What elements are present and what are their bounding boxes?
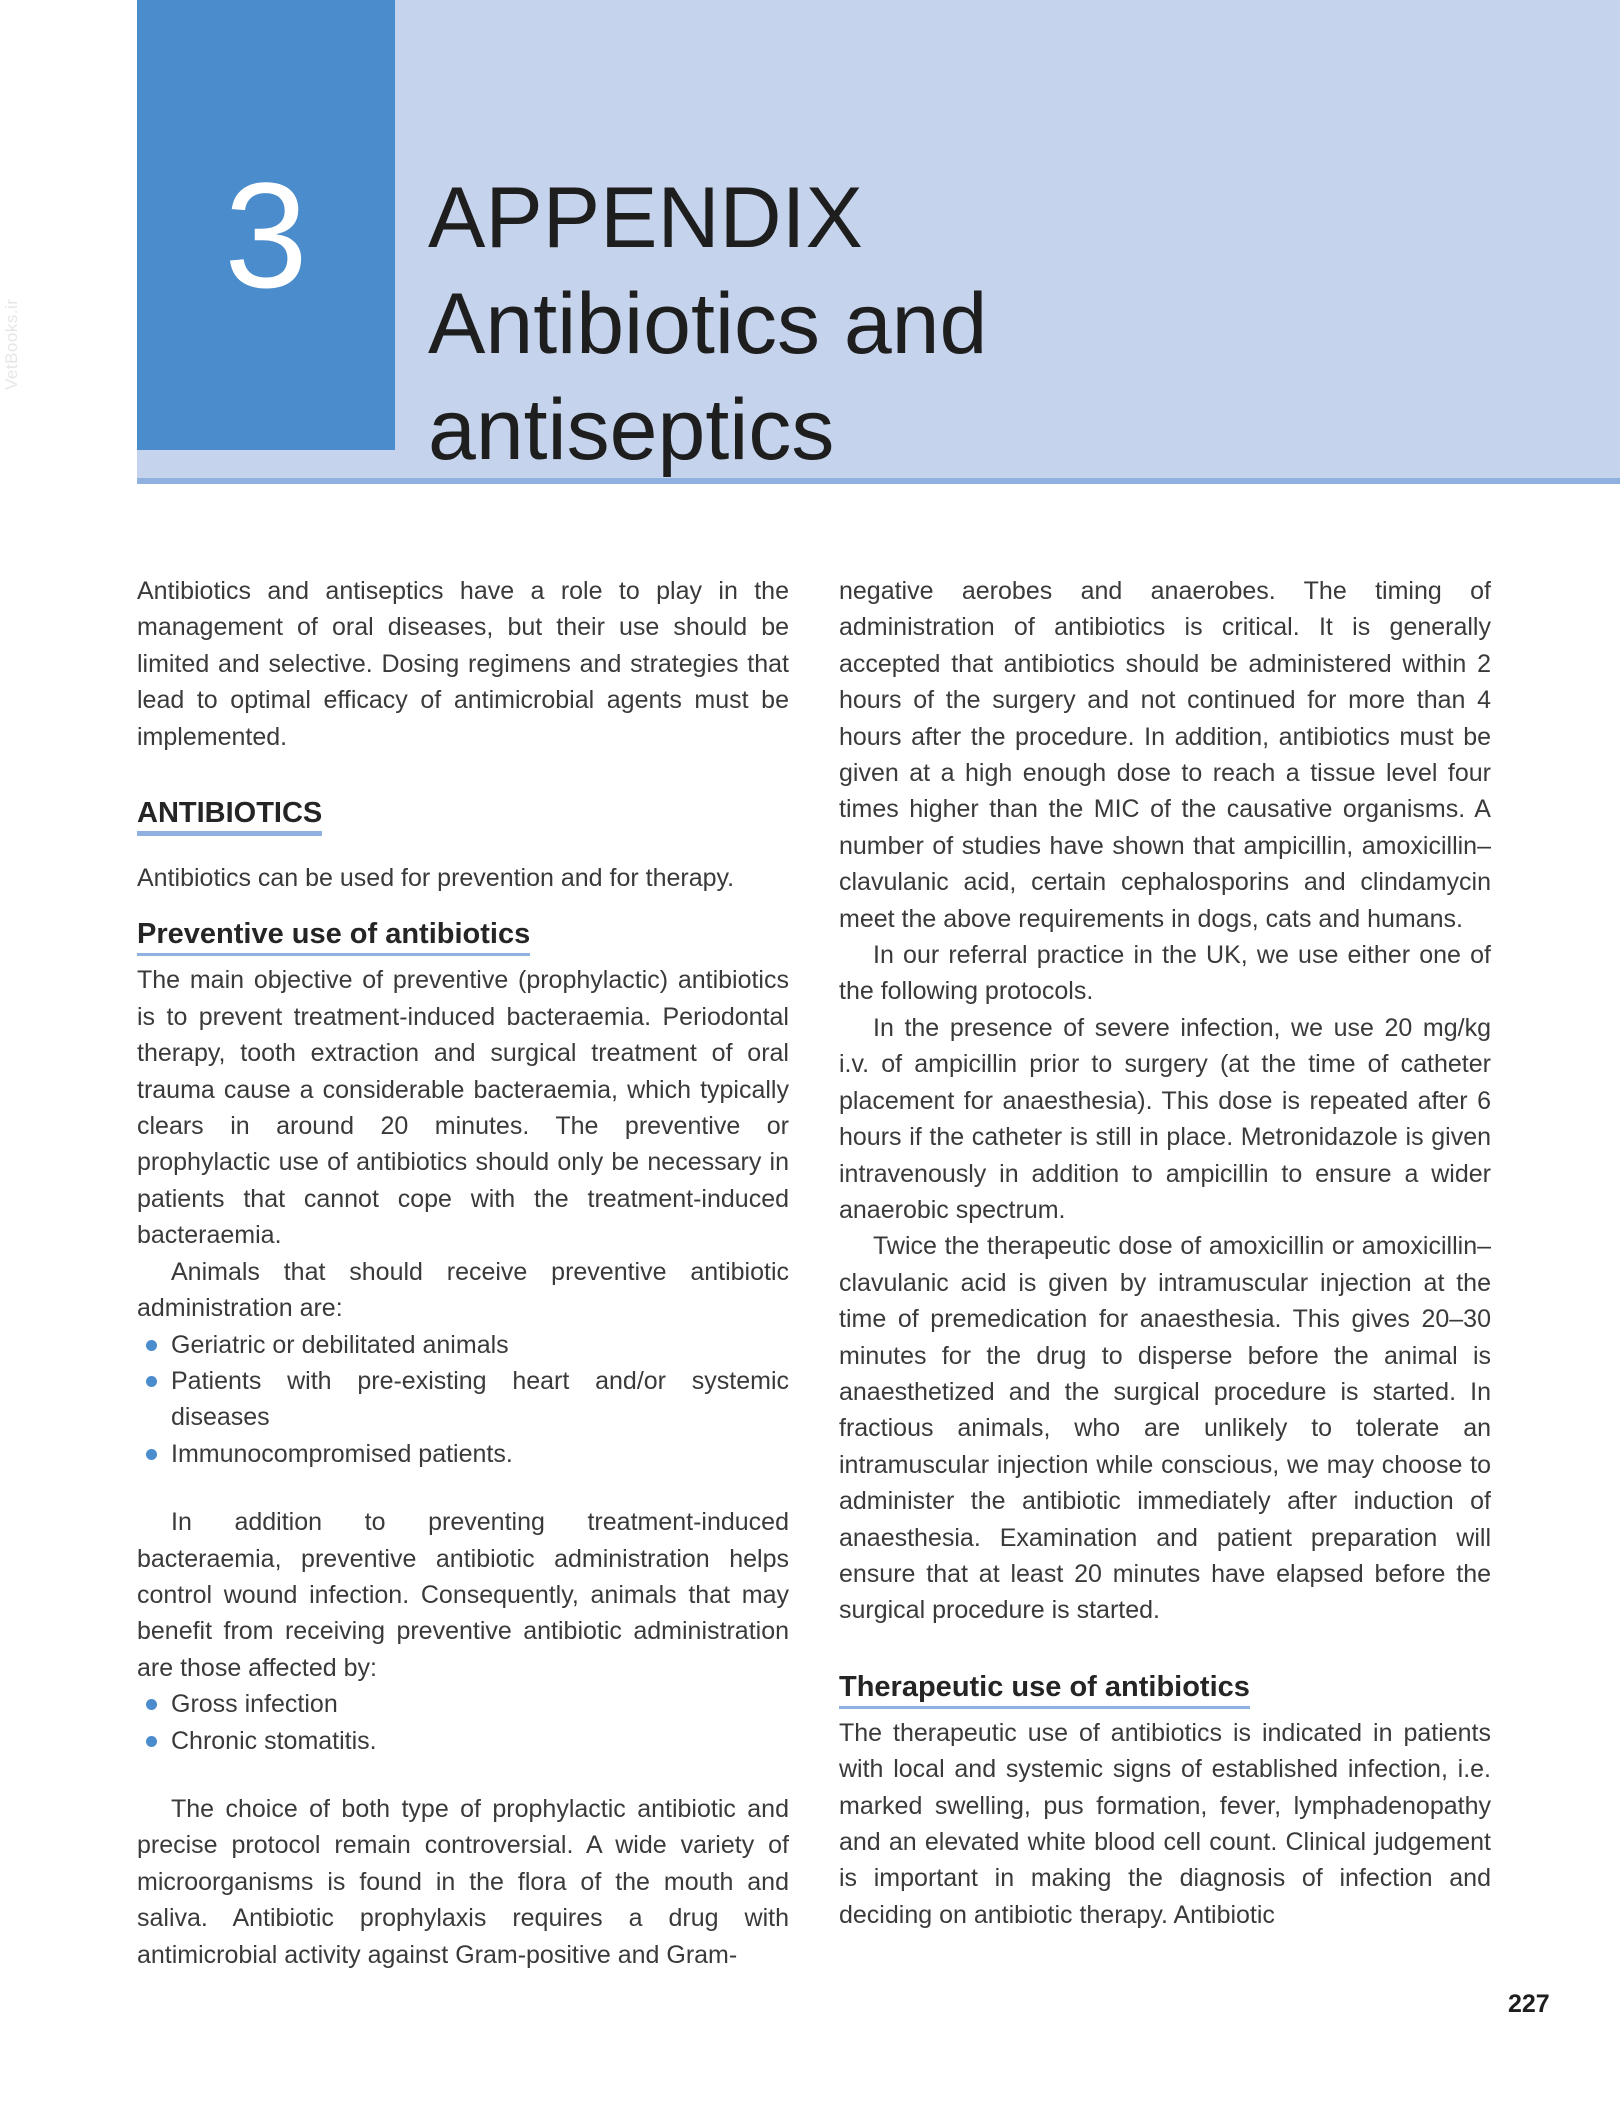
list-item <box>137 1436 789 1472</box>
subheading-therapeutic-use: Therapeutic use of antibiotics <box>839 1669 1250 1709</box>
list-item-text: Gross infection <box>171 1690 338 1719</box>
chapter-title-line-3: antiseptics <box>428 382 835 478</box>
body-paragraph: The choice of both type of prophylactic antibiotic and precise protocol remain controversial. A wide variety of microorganisms is found in the flora of the mouth and saliva. Antibiotic prophylaxis requires a drug with antimicrobial activity against Gram-positive and Gram- <box>137 1794 789 1969</box>
chapter-title-line-2: Antibiotics and <box>428 276 988 372</box>
list-item <box>137 1723 789 1759</box>
list-item <box>137 1363 789 1436</box>
subheading-preventive-use: Preventive use of antibiotics <box>137 916 530 956</box>
intro-paragraph: Antibiotics and antiseptics have a role to play in the management of oral diseases, but their use should be limited and selective. Dosing regimens and strategies that lead to optimal efficacy of antimicrobial agents must be implemented. <box>137 577 789 751</box>
body-paragraph: In addition to preventing treatment-induced bacteraemia, preventive antibiotic administration helps control wound infection. Consequently, animals that may benefit from receiving preventive antibiotic administration are those affected by: <box>137 1508 789 1682</box>
list-item-text: Geriatric or debilitated animals <box>171 1330 509 1359</box>
bullet-dot-icon <box>146 1699 157 1710</box>
bullet-dot-icon <box>146 1449 157 1460</box>
list-item-text: Patients with pre-existing heart and/or systemic diseases <box>171 1366 789 1432</box>
list-item-text: Immunocompromised patients. <box>171 1439 513 1468</box>
list-item <box>137 1686 789 1722</box>
body-paragraph: The therapeutic use of antibiotics is indicated in patients with local and systemic signs of established infection, i.e. marked swelling, pus formation, fever, lymphadenopathy and an elevated white blood cell count. Clinical judgement is important in making the diagnosis of infection and deciding on antibiotic therapy. Antibiotic <box>839 1718 1491 1929</box>
body-paragraph: In the presence of severe infection, we use 20 mg/kg i.v. of ampicillin prior to surgery (at the time of catheter placement for anaesthesia). This dose is repeated after 6 hours if the catheter is still in place. Metronidazole is given intravenously in addition to ampicillin to ensure a wider anaerobic spectrum. <box>839 1013 1491 1224</box>
chapter-number: 3 <box>224 151 308 319</box>
body-paragraph: In our referral practice in the UK, we use either one of the following protocols. <box>839 941 1491 1006</box>
body-paragraph: Twice the therapeutic dose of amoxicillin or amoxicillin–clavulanic acid is given by intramuscular injection at the time of premedication for anaesthesia. This gives 20–30 minutes for the drug to disperse before the animal is anaesthetized and the surgical procedure is started. In fractious animals, who are unlikely to tolerate an intramuscular injection while conscious, we may choose to administer the antibiotic immediately after induction of anaesthesia. Examination and patient preparation will ensure that at least 20 minutes have elapsed before the surgical procedure is started. <box>839 1232 1491 1625</box>
left-column <box>137 573 789 1973</box>
watermark: VetBooks.ir <box>2 298 21 390</box>
list-item <box>137 1327 789 1363</box>
section-heading-antibiotics: ANTIBIOTICS <box>137 795 322 836</box>
bullet-dot-icon <box>146 1376 157 1387</box>
bullet-dot-icon <box>146 1340 157 1351</box>
bullet-list-conditions <box>137 1686 789 1759</box>
chapter-title-line-1: APPENDIX <box>428 170 863 266</box>
bullet-list-candidates <box>137 1327 789 1473</box>
page-number: 227 <box>1508 1990 1550 2018</box>
right-column <box>839 573 1491 1933</box>
chapter-title <box>428 165 1528 483</box>
body-paragraph: negative aerobes and anaerobes. The timing of administration of antibiotics is critical. It is generally accepted that antibiotics should be administered within 2 hours of the surgery and not continued for more than 4 hours after the procedure. In addition, antibiotics must be given at a high enough dose to reach a tissue level four times higher than the MIC of the causative organisms. A number of studies have shown that ampicillin, amoxicillin–clavulanic acid, certain cephalosporins and clindamycin meet the above requirements in dogs, cats and humans. <box>839 577 1491 933</box>
bullet-dot-icon <box>146 1736 157 1747</box>
list-item-text: Chronic stomatitis. <box>171 1726 377 1755</box>
body-paragraph: Animals that should receive preventive antibiotic administration are: <box>137 1257 789 1323</box>
section-intro-paragraph: Antibiotics can be used for prevention and for therapy. <box>137 864 735 893</box>
body-paragraph: The main objective of preventive (prophylactic) antibiotics is to prevent treatment-induced bacteraemia. Periodontal therapy, tooth extraction and surgical treatment of oral trauma cause a considerable bacteraemia, which typically clears in around 20 minutes. The preventive or prophylactic use of antibiotics should only be necessary in patients that cannot cope with the treatment-induced bacteraemia. <box>137 966 789 1250</box>
